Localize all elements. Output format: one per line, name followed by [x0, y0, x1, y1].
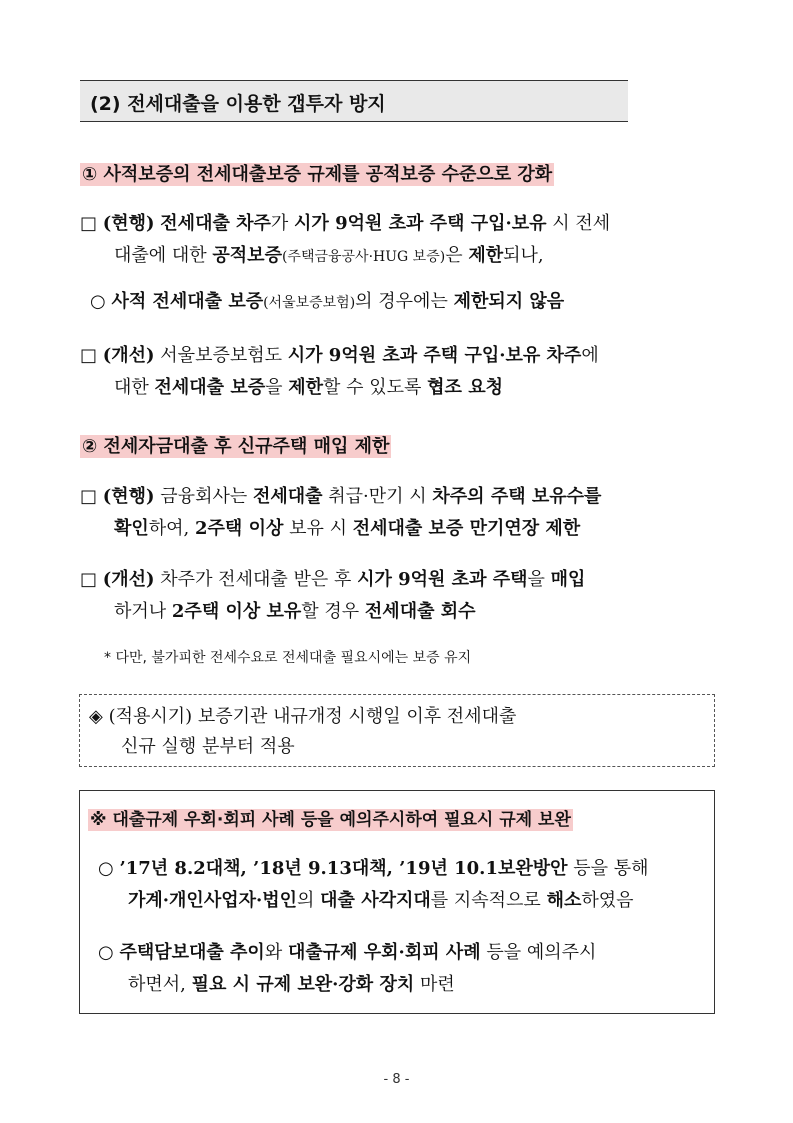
text: 가계·개인사업자·법인	[128, 890, 298, 911]
text: 제한되지 않음	[453, 291, 565, 312]
item-label: (현행)	[102, 213, 155, 234]
text: 전세대출 회수	[364, 601, 476, 622]
text: 시 전세	[552, 213, 611, 234]
text: 협조 요청	[427, 377, 503, 398]
text: 되나,	[503, 245, 544, 266]
subheading-2-num: ②	[82, 436, 98, 457]
box2-header	[88, 805, 573, 830]
text: 전세대출 보증	[154, 377, 266, 398]
text: 매입	[550, 569, 586, 590]
text: 의	[297, 890, 315, 911]
box1-line1: ◈ (적용시기) 보증기관 내규개정 시행일 이후 전세대출	[89, 706, 517, 727]
regulation-supplement-box	[79, 790, 715, 1014]
text: 전세대출 차주	[160, 213, 271, 234]
text: 2주택 이상 보유	[171, 601, 302, 622]
square-bullet-icon: □	[80, 345, 98, 366]
text: 등을 예의주시	[486, 942, 597, 963]
subheading-1-num: ①	[82, 164, 98, 185]
text: 대한	[114, 377, 149, 398]
text: 공적보증	[212, 245, 282, 266]
text: 전세대출 보증 만기연장 제한	[352, 518, 581, 539]
text: ’17년 8.2대책, ’18년 9.13대책, ’19년 10.1보완방안	[119, 858, 568, 879]
text: 보유 시	[289, 518, 347, 539]
text: 은	[445, 245, 463, 266]
circle-bullet-icon: ○	[98, 858, 114, 879]
section-title: (2) 전세대출을 이용한 갭투자 방지	[90, 93, 386, 115]
text: 필요 시 규제 보완·강화 장치	[191, 974, 415, 995]
text: 에	[581, 345, 599, 366]
item-label: (개선)	[102, 569, 155, 590]
text: 제한	[468, 245, 504, 266]
text: 시가 9억원 초과 주택 구입·보유	[294, 213, 547, 234]
subheading-1-title: 사적보증의 전세대출보증 규제를 공적보증 수준으로 강화	[103, 164, 553, 185]
text: 대출 사각지대	[320, 890, 431, 911]
text: 취급·만기 시	[328, 486, 427, 507]
item-current-1	[80, 210, 720, 270]
subheading-2	[77, 432, 395, 458]
text: 하면서,	[128, 974, 186, 995]
text: 하였음	[581, 890, 634, 911]
text: 하여,	[148, 518, 190, 539]
text: 사적 전세대출 보증	[111, 291, 264, 312]
text: 와	[264, 942, 283, 963]
text: 서울보증보험도	[160, 345, 283, 366]
footnote: * 다만, 불가피한 전세수요로 전세대출 필요시에는 보증 유지	[104, 650, 472, 666]
text: 마련	[419, 974, 455, 995]
text: (서울보증보험)	[263, 295, 356, 311]
subheading-1	[77, 160, 558, 186]
text: 차주가 전세대출 받은 후	[160, 569, 352, 590]
text: 를 지속적으로	[430, 890, 541, 911]
text: 제한	[288, 377, 324, 398]
text: 시가 9억원 초과 주택	[357, 569, 528, 590]
text: 등을 통해	[573, 858, 649, 879]
circle-bullet-icon: ○	[90, 291, 106, 312]
item-label: (현행)	[102, 486, 155, 507]
text: 금융회사는	[160, 486, 248, 507]
page-number: - 8 -	[383, 1072, 410, 1087]
text: 가	[270, 213, 289, 234]
application-period-box	[79, 694, 715, 767]
text: 차주의 주택 보유수를	[432, 486, 602, 507]
text: 해소	[546, 890, 582, 911]
circle-bullet-icon: ○	[98, 942, 114, 963]
text: 하거나	[114, 601, 167, 622]
text: 할 경우	[301, 601, 360, 622]
square-bullet-icon: □	[80, 569, 98, 590]
text: 할 수 있도록	[323, 377, 422, 398]
section-title-bar	[80, 80, 628, 122]
box1-line2: 신규 실행 분부터 적용	[121, 736, 295, 757]
subheading-2-title: 전세자금대출 후 신규주택 매입 제한	[103, 436, 390, 457]
text: 2주택 이상	[195, 518, 284, 539]
text: 확인	[114, 518, 149, 539]
text: 의 경우에는	[355, 291, 448, 312]
text: 시가 9억원 초과 주택 구입·보유 차주	[287, 345, 582, 366]
text: 을	[265, 377, 283, 398]
text: 대출에 대한	[114, 245, 207, 266]
square-bullet-icon: □	[80, 213, 98, 234]
text: 을	[527, 569, 545, 590]
text: 전세대출	[252, 486, 323, 507]
text: 대출규제 우회·회피 사례	[287, 942, 481, 963]
item-label: (개선)	[102, 345, 155, 366]
text: 주택담보대출 추이	[119, 942, 265, 963]
text: (주택금융공사·HUG 보증)	[281, 249, 446, 265]
square-bullet-icon: □	[80, 486, 98, 507]
box2-header-text: ※ 대출규제 우회·회피 사례 등을 예의주시하여 필요시 규제 보완	[90, 810, 571, 830]
